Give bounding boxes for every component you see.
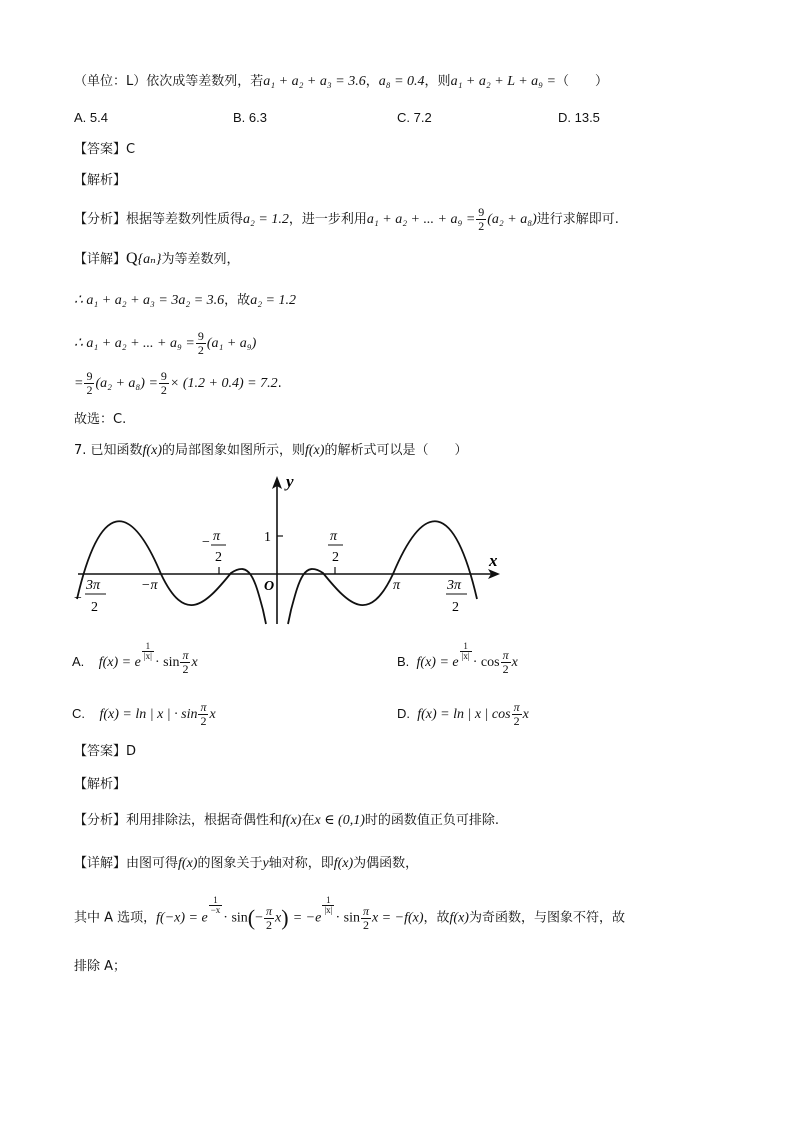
label-2: 2 — [452, 600, 459, 615]
q7-analysis-line: 【分析】利用排除法，根据奇偶性和f(x)在x ∈ (0,1)时的函数值正负可排除. — [74, 813, 500, 828]
q6-option-d: D. 13.5 — [558, 110, 600, 125]
q6-analysis-line — [74, 206, 619, 234]
detail-tag: 【详解】 — [74, 252, 127, 267]
target-expression: a₁ + a₂ + L + a₉ = — [450, 74, 556, 89]
exponent-fraction: $\frac{1}{|x|}$ — [143, 641, 152, 661]
fraction-pi-2: $\frac{\pi}{2}$ — [502, 648, 509, 677]
q7-text-2: 的解析式可以是（ ） — [324, 443, 468, 458]
analysis-eq-paren: (a₂ + a₈) — [487, 212, 537, 227]
step3-equals: = — [74, 376, 84, 391]
analysis-text-2: ，进一步利用 — [288, 212, 367, 227]
exponent-fraction: $\frac{1}{|x|}$ — [324, 895, 333, 915]
q7-option-c: C. f(x) = ln | x | · sin $\frac{\pi}{2}$ x — [72, 700, 216, 729]
q7-option-a: A. f(x) = e $\frac{1}{|x|}$ · sin $\frac{\pi}{2}$ x — [72, 641, 198, 677]
fraction-9-2: $\frac{9}{2}$ — [478, 205, 485, 233]
step1-result: a₂ = 1.2 — [250, 293, 297, 308]
q6-detail-line — [74, 249, 239, 270]
label-1: 1 — [264, 530, 271, 545]
q7-option-d: D. f(x) = ln | x | cos $\frac{\pi}{2}$ x — [397, 700, 529, 729]
q6-analysis-header: 【解析】 — [74, 173, 127, 188]
q7-number: 7. 已知函数 — [74, 443, 143, 458]
fraction-pi-2: $\frac{\pi}{2}$ — [513, 700, 520, 729]
fraction-9-2: $\frac{9}{2}$ — [86, 369, 93, 397]
analysis-eq-sum: a₁ + a₂ + ... + a₉ = — [366, 212, 476, 227]
label-pi: π — [213, 529, 221, 544]
exponent-fraction: $\frac{1}{|x|}$ — [461, 641, 470, 661]
q6-answer: 【答案】C — [74, 142, 136, 157]
q6-step-3 — [74, 370, 282, 398]
label-2: 2 — [215, 550, 222, 565]
q6-step-2 — [74, 330, 256, 358]
step1-text: ，故 — [224, 293, 251, 308]
y-label: y — [286, 472, 294, 491]
fraction-pi-2: $\frac{\pi}{2}$ — [200, 700, 207, 729]
condition-sum: a₁ + a₂ + a₃ = 3.6 — [263, 74, 366, 89]
condition-a8: a₈ = 0.4 — [378, 74, 425, 89]
q7-fx: f(x) — [142, 443, 162, 458]
analysis-tag: 【分析】 — [74, 212, 127, 227]
label-2: 2 — [91, 600, 98, 615]
step3-paren: (a₂ + a₈) = — [95, 376, 158, 391]
exponent-fraction: $\frac{1}{-x}$ — [210, 895, 221, 915]
sequence-an: {aₙ} — [137, 252, 162, 267]
fraction-9-2: $\frac{9}{2}$ — [197, 329, 204, 357]
label-neg-pi: −π — [141, 578, 158, 593]
curve-right — [288, 521, 477, 624]
q7-detail-line: 【详解】由图可得f(x)的图象关于y轴对称，即f(x)为偶函数， — [74, 856, 419, 871]
analysis-text: 根据等差数列性质得 — [126, 212, 244, 227]
label-pi: π — [393, 578, 401, 593]
step2-paren: (a₁ + a₉) — [206, 336, 257, 351]
step3-result: × (1.2 + 0.4) = 7.2 — [169, 376, 278, 391]
because-symbol: Q — [126, 250, 138, 267]
fraction-9-2: $\frac{9}{2}$ — [160, 369, 167, 397]
q6-stem-line — [74, 72, 608, 92]
stem-prefix: （单位：L）依次成等差数列，若 — [74, 74, 264, 89]
q6-choose: 故选：C. — [74, 412, 127, 427]
curve-left — [77, 521, 266, 624]
q7-option-b: B. f(x) = e $\frac{1}{|x|}$ · cos $\frac{\pi}{2}$ x — [397, 641, 518, 677]
q7-detail-a-line: 其中 A 选项，f(−x) = e $\frac{1}{-x}$ · sin(− $\frac{\pi}{2}$ x) = −e $\frac{1}{|x|}$ · sin $\frac{\pi}{2}$ x = −f(x)，故f(x)为奇函数，与图象不符，故 — [74, 895, 625, 932]
label-3pi: 3π — [86, 578, 101, 593]
q7-exclude-a: 排除 A； — [74, 959, 127, 974]
fraction-pi-2: $\frac{\pi}{2}$ — [266, 903, 273, 932]
step2-eq: ∴ a₁ + a₂ + ... + a₉ = — [74, 336, 195, 351]
separator: ， — [365, 74, 379, 89]
q6-option-c: C. 7.2 — [397, 110, 432, 125]
detail-text: 为等差数列， — [161, 252, 240, 267]
label-neg-sign: − — [74, 591, 82, 606]
analysis-text-3: 进行求解即可. — [536, 212, 619, 227]
function-graph — [0, 470, 794, 640]
fraction-pi-2: $\frac{\pi}{2}$ — [362, 903, 369, 932]
q7-analysis-header: 【解析】 — [74, 777, 127, 792]
q6-option-b: B. 6.3 — [233, 110, 267, 125]
q7-stem-line — [74, 441, 467, 461]
q6-step-1 — [74, 291, 296, 311]
label-2: 2 — [332, 550, 339, 565]
fraction-pi-2: $\frac{\pi}{2}$ — [182, 648, 189, 677]
label-neg-sign: − — [202, 535, 210, 550]
label-3pi: 3π — [447, 578, 462, 593]
stem-mid: ，则 — [424, 74, 451, 89]
q7-fx-2: f(x) — [305, 443, 325, 458]
step1-eq: ∴ a₁ + a₂ + a₃ = 3a₂ = 3.6 — [74, 293, 225, 308]
origin-label: O — [264, 579, 275, 594]
x-label: x — [489, 551, 498, 570]
q7-answer: 【答案】D — [74, 744, 137, 759]
period: . — [277, 376, 282, 391]
q6-option-a: A. 5.4 — [74, 110, 108, 125]
q7-text: 的局部图象如图所示，则 — [161, 443, 305, 458]
label-pi: π — [330, 529, 338, 544]
analysis-eq-a2: a₂ = 1.2 — [243, 212, 289, 227]
answer-blank: （ ） — [556, 74, 609, 89]
